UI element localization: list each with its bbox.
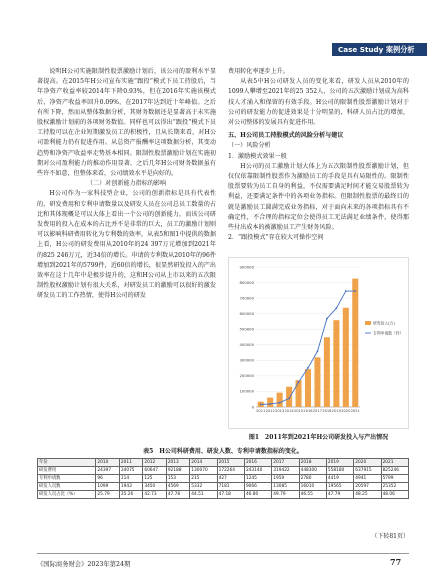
- table-header-row: [38, 459, 409, 467]
- bar: [314, 357, 320, 407]
- table-cell: 47.79: [326, 491, 353, 499]
- y-tick-label: 300000: [239, 357, 254, 363]
- table-header-cell: 2020: [354, 459, 381, 467]
- table-cell: 558180: [326, 467, 353, 475]
- legend-swatch: [365, 321, 371, 325]
- x-tick-label: 2013: [275, 409, 285, 413]
- x-tick-label: 2018: [322, 409, 332, 413]
- table-cell: 5332: [190, 483, 217, 491]
- subsection-heading: （一）风险分析: [228, 142, 271, 150]
- table-header-cell: 2015: [217, 459, 244, 467]
- table-cell: 130070: [190, 467, 217, 475]
- x-tick-label: 2016: [303, 409, 313, 413]
- table-header-cell: 年份: [38, 459, 96, 467]
- table-row: [38, 491, 409, 499]
- table-cell: 7181: [217, 483, 244, 491]
- section-header: Case Study 案例分析: [332, 43, 427, 56]
- table-cell: 4569: [166, 483, 189, 491]
- table-caption: 表5 H公司科研费用、研发人数、专利申请数指标的变化。: [143, 448, 303, 455]
- subsubsection-heading: 2．“跟投模式”存在较大可操作空间: [228, 234, 324, 242]
- table-cell: 172264: [217, 467, 244, 475]
- y-tick-label: 400000: [239, 342, 254, 348]
- table-header-cell: 2019: [326, 459, 353, 467]
- table-cell: 48.06: [381, 491, 408, 499]
- table-cell: 9066: [244, 483, 271, 491]
- table-cell: 25352: [381, 483, 408, 491]
- x-tick-label: 2020: [341, 409, 351, 413]
- table-cell: 448300: [299, 467, 326, 475]
- series-point: [345, 290, 347, 292]
- table-cell: 2780: [299, 475, 326, 483]
- bar: [286, 387, 292, 407]
- y-tick-label: 900000: [239, 264, 254, 270]
- paragraph: H公司的员工激励计划大体上为五次限制性股票激励计划，但仅仅依靠限制性股票作为激励员工的手段是具有局限性的。限制性股票要转为员工自身的利益，不仅需要满足时间才能交易股票转为利益，还要满足条件中的各项业务指标。但限制性股票的最终目的就是激励员工圆满完成业务指标，对于面向未来的各项指标具有不确定性，不合理的指标定位会使得员工无法满足业绩条件，使得那些付出成本的被激励员工产生财务风险。: [228, 162, 409, 232]
- table-cell: 专利申请数: [38, 475, 96, 483]
- series-point: [288, 398, 290, 400]
- x-tick-label: 2012: [265, 409, 275, 413]
- bar: [352, 279, 358, 407]
- continued-note: （下转81页）: [371, 533, 409, 540]
- table-cell: 42.73: [143, 491, 166, 499]
- bar: [296, 380, 302, 407]
- paragraph: 费用转化率逐步上升。: [228, 68, 289, 75]
- table-cell: 19565: [326, 483, 353, 491]
- table-cell: 153: [166, 475, 189, 483]
- table-cell: 13085: [272, 483, 299, 491]
- bar: [305, 369, 311, 407]
- table-cell: 4941: [354, 475, 381, 483]
- bar: [277, 393, 283, 407]
- series-point: [335, 307, 337, 309]
- table-cell: 24397: [96, 467, 119, 475]
- bar: [343, 308, 349, 407]
- table-header-cell: 2014: [190, 459, 217, 467]
- table-cell: 60647: [143, 467, 166, 475]
- table-cell: 1099: [96, 483, 119, 491]
- series-point: [307, 367, 309, 369]
- right-column: [228, 67, 409, 243]
- table-cell: 1943: [119, 483, 142, 491]
- chart: [228, 257, 409, 429]
- table-cell: 825246: [381, 467, 408, 475]
- figure-caption: 图1 2011年到2021年H公司研发投入与产出情况: [248, 434, 389, 441]
- paragraph: H公司作为一家科技型企业，公司的创新指标是具有代表性的，研发费用和专利申请数量以及研发人员在公司总员工数量的占比和其体现概是可以大体上看出一个公司的创新能力，而该公司研发费用的投入在成本的占比并不是非常的巨大，员工的激励计划则可以影响科研费用转化为专利数的效率，从表5和图1中提供的数据上看，H公司的研发费用从2010年的24 397万元增加到2021年的825 246万元，近34倍的增长。申请的专利数从2010年的96件增加到2021年的5799件，近60倍的增长，很显然研发投入的产出效率在这十几年中是极步提升的，这和H公司从上市以来的五次限制性股权激励计划有很大关系，对研发员工的激励可以很好的激发研发员工的工作热情，使得H公司的研发: [37, 190, 216, 300]
- table-cell: 49.79: [272, 491, 299, 499]
- y-tick-label: 600000: [239, 310, 254, 316]
- paragraph: 说明H公司实施限制性股票激励计划后，该公司的盈利水平显著提高。在2015年H公司宣布实施“跟投”模式下员工持股后，当年净资产收益率较2014年下降0.93%，但在2016年实施该模式后，净资产收益率回升0.09%，在2017年达到近十年峰值。之后有所下降，然而从整体数据分析，其财务数据还是显著高于未实施股权激励计划前的各项财务数值。同样也可以得出“跟投”模式下员工持股可以在企业短期激发员工的积极性，且从长期来看，对H公司盈利能力仍有促进作用。从总资产报酬率这项数据分析，其变动趋势和净资产收益率走势基本相同。限制性股票激励计划在实施初期对公司盈利能力的推动作用显著，之后几年H公司财务数据虽有些许不如意，但整体来看，公司绩效水平是向好的。: [37, 68, 216, 178]
- series-point: [279, 402, 281, 404]
- table-cell: 44.51: [190, 491, 217, 499]
- y-tick-label: 0: [251, 404, 254, 410]
- table-cell: 46.55: [299, 491, 326, 499]
- x-tick-label: 2014: [284, 409, 294, 413]
- y-tick-label: 500000: [239, 326, 254, 332]
- x-tick-label: 2021: [350, 409, 360, 413]
- series-point: [298, 381, 300, 383]
- table-cell: 1245: [244, 475, 271, 483]
- page-number: 77: [390, 557, 402, 567]
- table-row: [38, 483, 409, 491]
- section-heading: （二）对创新能力指标的影响: [86, 180, 167, 188]
- table-header-cell: 2010: [96, 459, 119, 467]
- table-cell: 35.26: [119, 491, 142, 499]
- paragraph: 从表5中H公司研发人员的变化来看，研发人员从2010年的1099人攀增至2021年的25 352人，公司的五次激励计划成为高科技人才涌入和保留的有效手段。H公司的限制性股票激励计划对于公司的研发能力的促进效果是十分明显的，科研人员占比的增加，对公司整体的发展具有促进作用。: [228, 78, 409, 127]
- subsubsection-heading: 1．激励模式效果一般: [228, 152, 287, 160]
- table-header-cell: 2012: [143, 459, 166, 467]
- series-point: [326, 318, 328, 320]
- y-tick-label: 800000: [239, 279, 254, 285]
- table-cell: 20597: [354, 483, 381, 491]
- table-cell: 研发人员数: [38, 483, 96, 491]
- section-heading: 五、H公司员工持股模式的风险分析与建议: [228, 132, 344, 140]
- table-header-cell: 2017: [272, 459, 299, 467]
- table-cell: 125: [143, 475, 166, 483]
- legend-label: 专利申请数（件）: [373, 330, 404, 336]
- table-header-cell: 2021: [381, 459, 408, 467]
- legend-label: 研发投入(万): [373, 320, 395, 326]
- table-cell: 48.25: [354, 491, 381, 499]
- table-cell: 114: [119, 475, 142, 483]
- x-tick-label: 2011: [256, 409, 266, 413]
- table-cell: 4419: [326, 475, 353, 483]
- x-tick-label: 2019: [331, 409, 341, 413]
- table-cell: 研发费用: [38, 467, 96, 475]
- series-point: [269, 403, 271, 405]
- bar: [267, 398, 273, 407]
- series-point: [317, 351, 319, 353]
- series-point: [260, 404, 262, 406]
- table-cell: 215: [190, 475, 217, 483]
- table-header-cell: 2013: [166, 459, 189, 467]
- y-tick-label: 100000: [239, 388, 254, 394]
- x-tick-label: 2015: [293, 409, 304, 413]
- table-cell: 243140: [244, 467, 271, 475]
- table-cell: 427: [217, 475, 244, 483]
- footer-divider: [37, 553, 409, 554]
- journal-name: 《国际商务财会》2023年第24期: [37, 561, 131, 568]
- table-cell: 1959: [272, 475, 299, 483]
- y-tick-label: 200000: [239, 373, 254, 379]
- table-cell: 研发人员占比（%）: [38, 491, 96, 499]
- table-cell: 34075: [119, 467, 142, 475]
- table-cell: 92188: [166, 467, 189, 475]
- table-cell: 5799: [381, 475, 408, 483]
- table-cell: 3450: [143, 483, 166, 491]
- y-tick-label: 700000: [239, 295, 254, 301]
- table-cell: 47.78: [166, 491, 189, 499]
- bar: [333, 320, 339, 407]
- table-cell: 47.18: [217, 491, 244, 499]
- table-cell: 319422: [272, 467, 299, 475]
- left-column: [37, 67, 216, 302]
- table-header-cell: 2018: [299, 459, 326, 467]
- series-point: [354, 290, 356, 292]
- data-table: [37, 458, 409, 499]
- x-tick-label: 2017: [312, 409, 323, 413]
- table-cell: 16010: [299, 483, 326, 491]
- bar: [324, 337, 330, 407]
- table-row: [38, 467, 409, 475]
- table-header-cell: 2016: [244, 459, 271, 467]
- table-cell: 637915: [354, 467, 381, 475]
- table-header-cell: 2011: [119, 459, 142, 467]
- table-row: [38, 475, 409, 483]
- table-cell: 96: [96, 475, 119, 483]
- table-cell: 25.79: [96, 491, 119, 499]
- table-cell: 46.80: [244, 491, 271, 499]
